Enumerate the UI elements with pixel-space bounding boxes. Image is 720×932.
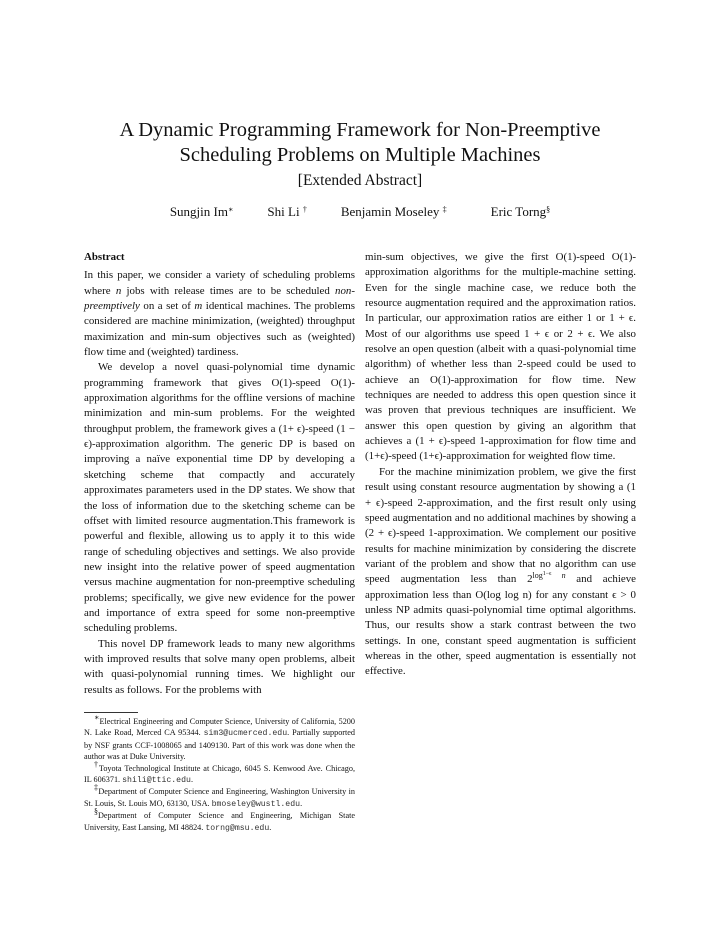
footnote-3: ‡Department of Computer Science and Engineering, Washington University in St. Louis, St. Louis MO, 63130, USA. bmoseley@wustl.edu. — [84, 783, 355, 809]
paper-subtitle: [Extended Abstract] — [297, 172, 423, 189]
footnote-4: §Department of Computer Science and Engineering, Michigan State University, East Lansing, MI 48824. torng@msu.edu. — [84, 807, 355, 833]
author-mark: ‡ — [442, 205, 447, 214]
abstract-paragraph-4: min-sum objectives, we give the first O(1)-speed O(1)-approximation algorithms for the multiple-machine setting. Even for the single machine case, we reduce both the resource augmentation required and the approximation ratios. In particular, our approximation ratios are either 1 or 1 + ϵ. Most of our algorithms use speed 1 + ϵ or 2 + ϵ. We also resolve an open question (albeit with a quasi-polynomial time algorithm) of whether less than 2-speed could be used to achieve an O(1)-approximation for flow time. New techniques are needed to address this open question since it was proven that previous techniques are insufficient. We answer this open question by giving an algorithm that achieves a (1 + ϵ)-speed 1-approximation for flow time and (1+ϵ)-speed (1+ϵ)-approximation for weighted flow time. — [365, 251, 637, 463]
author-name: Shi Li — [267, 204, 300, 219]
abstract-heading: Abstract — [84, 251, 125, 263]
author-2 — [267, 204, 306, 220]
author-mark: ∗ — [227, 205, 234, 214]
author-mark: § — [546, 205, 551, 214]
paper-title — [0, 118, 720, 168]
left-column — [84, 250, 355, 698]
abstract-paragraph-3: This novel DP framework leads to many new algorithms with improved results that solve many open problems, albeit with quasi-polynomial running times. We highlight our results as follows. For the problems with — [84, 637, 355, 696]
author-1 — [170, 204, 234, 220]
footnote-2: †Toyota Technological Institute at Chicago, 6045 S. Kenwood Ave. Chicago, IL 606371. shili@ttic.edu. — [84, 759, 355, 786]
author-name: Sungjin Im — [169, 204, 228, 219]
author-4 — [491, 204, 551, 220]
abstract-paragraph-2: We develop a novel quasi-polynomial time dynamic programming framework that gives O(1)-speed O(1)-approximation algorithms for the offline versions of machine minimization and min-sum problems. For the weighted throughput problem, the framework gives a (1+ ϵ)-speed (1 − ϵ)-approximation algorithm. The generic DP is based on improving a naïve exponential time DP by developing a sketching scheme that compactly and accurately approximates parameters used in the DP states. We show that the loss of information due to the sketching scheme can be offset with limited resource augmentation.This framework is powerful and flexible, allowing us to apply it to this wide range of scheduling objectives and settings. We also provide new insight into the relative power of speed augmentation versus machine augmentation for non-preemptive scheduling problems; specifically, we give new evidence for the power and importance of extra speed for some non-preemptive scheduling problems. — [84, 361, 355, 635]
email-link[interactable]: sim3@ucmerced.edu — [203, 729, 288, 739]
abstract-paragraph-1: In this paper, we consider a variety of scheduling problems where n jobs with release times are to be scheduled non-preemptively on a set of m identical machines. The problems considered are machine minimization, (weighted) throughput maximization and min-sum objectives such as (weighted) flow time and (weighted) tardiness. — [84, 269, 355, 359]
footnote-1: ∗Electrical Engineering and Computer Science, University of California, 5200 N. Lake Road, Merced CA 95344. sim3@ucmerced.edu. Partially supported by NSF grants CCF-1008065 and 1409130. Part of this work was done when the author was at Duke University. — [84, 713, 356, 762]
email-link[interactable]: shili@ttic.edu — [122, 776, 191, 786]
footnote-rule — [84, 712, 138, 713]
footnotes — [84, 713, 356, 834]
right-column — [365, 250, 636, 680]
author-3 — [341, 204, 447, 220]
author-name: Eric Torng — [490, 204, 547, 219]
title-line-2: Scheduling Problems on Multiple Machines — [179, 144, 541, 166]
email-link[interactable]: bmoseley@wustl.edu — [211, 799, 301, 809]
author-list — [0, 204, 720, 220]
title-line-1: A Dynamic Programming Framework for Non-Preemptive — [119, 119, 601, 141]
author-name: Benjamin Moseley — [340, 204, 440, 219]
email-link[interactable]: torng@msu.edu — [205, 823, 270, 833]
author-mark: † — [302, 205, 307, 214]
title-block — [0, 118, 720, 191]
abstract-paragraph-5: For the machine minimization problem, we give the first result using constant resource augmentation by showing a (1 + ϵ)-speed 2-approximation, and the first result only using speed augmentation and no additional machines by showing a (2 + ϵ)-speed 1-approximation. We complement our positive results for machine minimization by considering the discrete variant of the problem and show that no algorithm can use speed augmentation less than $2^{log^{1-\epsilon} n}$ and achieve approximation less than O(log log n) for any constant ϵ > 0 unless NP admits quasi-polynomial time optimal algorithms. Thus, our results show a stark contrast between the two settings. In one, constant speed augmentation is sufficient whereas in the other, speed augmentation is essentially not effective. — [365, 465, 637, 678]
